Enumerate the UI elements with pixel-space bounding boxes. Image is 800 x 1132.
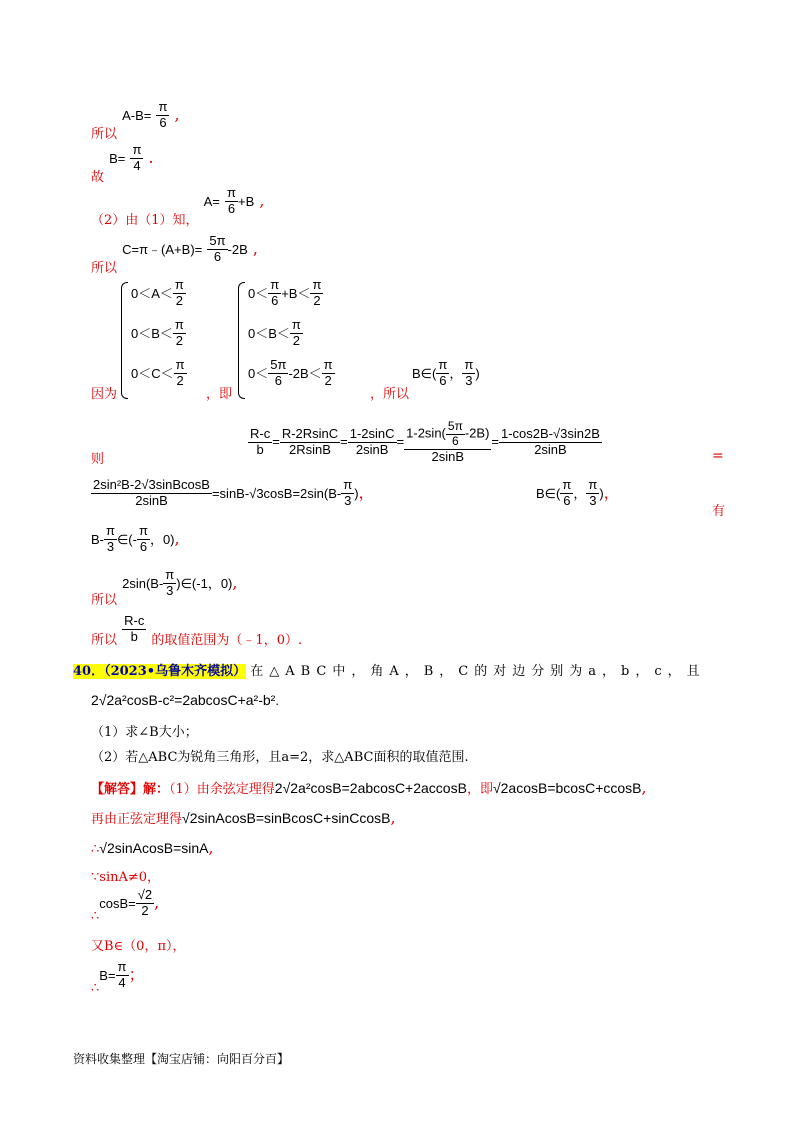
num-part: -2B): [464, 425, 490, 441]
text-yinwei: 因为: [91, 387, 118, 402]
fraction-5pi-6: [268, 358, 288, 389]
range-close: ): [475, 365, 480, 381]
problem-source: （2023•乌鲁木齐模拟）: [104, 664, 247, 679]
punct: ，: [358, 482, 375, 502]
fraction-sqrt2-2: [136, 888, 154, 919]
expr-tail: =sinB-√3cosB=2sin(B-: [211, 485, 342, 501]
text-ji: ，即: [206, 387, 233, 402]
left-brace: [238, 282, 245, 399]
denominator: 3: [166, 582, 174, 598]
text-suoyi: 所以: [91, 632, 118, 648]
numerator: π: [270, 277, 280, 292]
punct: ,: [641, 778, 647, 797]
fraction-pi-2: [310, 278, 323, 309]
denominator: 2: [324, 372, 332, 388]
solution-line-4: ∵sinA≠0，: [91, 870, 161, 885]
numerator: π: [106, 523, 115, 538]
footer-source: 资料收集整理【淘宝店铺：向阳百分百】: [73, 1052, 290, 1066]
fraction-pi-6: [436, 358, 449, 389]
ineq-3: [248, 358, 335, 398]
solution-expr: √2sinAcosB=sinBcosC+sinCcosB: [182, 810, 391, 826]
numerator: π: [138, 523, 148, 538]
text-suoyi: 所以: [91, 126, 118, 142]
expr: ，0): [149, 531, 175, 547]
therefore-symbol: ∴: [91, 842, 100, 857]
range-open: B∈(: [412, 365, 437, 381]
expr: 2sin(B-: [122, 575, 164, 591]
system-b-conditions: [248, 278, 335, 398]
text-ze: 则: [91, 452, 105, 467]
numerator: π: [165, 567, 175, 582]
final-answer-text: 的取值范围为（﹣1，0）.: [151, 632, 303, 648]
numerator: π: [117, 959, 127, 974]
numerator: π: [562, 477, 572, 492]
expr-tail: -2B: [227, 241, 248, 257]
fraction-pi-6: [225, 186, 238, 217]
solution-expr: 2√2a²cosB=2abcosC+2accosB: [274, 780, 467, 796]
equals: =: [340, 433, 348, 449]
b-range: [412, 358, 480, 389]
numerator: [404, 420, 491, 450]
problem-stem: 在△ABC中，角A，B，C的对边分别为a，b，c，且: [250, 664, 706, 679]
step-sin-range: [91, 567, 238, 608]
punct: ；: [128, 964, 145, 984]
ineq-text: +B＜: [281, 285, 311, 301]
denominator: 2sinB: [431, 448, 465, 464]
fraction-pi-2: [322, 358, 335, 389]
problem-equation: 2√2a²cosB-c²=2abcosC+a²-b²: [91, 692, 276, 708]
step-simplify: [91, 478, 375, 509]
punct: .: [275, 693, 279, 708]
range-close: ): [599, 485, 604, 501]
text-gu: 故: [91, 169, 105, 185]
denominator: 4: [133, 157, 141, 173]
ineq-text: 0＜C＜: [131, 365, 174, 381]
fraction-pi-2: [290, 318, 303, 349]
denominator: 4: [118, 974, 126, 990]
expr-b: B=: [109, 150, 126, 166]
solution-expr: B=: [99, 967, 116, 983]
punct: ,: [232, 572, 238, 592]
fraction-step2: [280, 427, 340, 458]
problem-number: 40．: [73, 664, 105, 679]
solution-line-3: [91, 838, 214, 857]
solution-line-1: [91, 778, 647, 797]
expr-close: ): [354, 485, 359, 501]
solution-line-7: [91, 959, 145, 996]
denominator: 6: [274, 372, 282, 388]
numerator: 1-cos2B-√3sin2B: [501, 425, 600, 441]
ineq-text: 0＜B＜: [131, 325, 173, 341]
fraction-step4: [404, 420, 491, 465]
denominator: 3: [465, 372, 473, 388]
denominator: 6: [563, 492, 571, 508]
fraction-step6: [91, 478, 212, 509]
expr: B-: [91, 531, 104, 547]
punct: ,: [252, 238, 258, 258]
ineq-c: [131, 358, 187, 398]
ineq-text: 0＜: [248, 365, 269, 381]
denominator: 6: [213, 248, 222, 264]
denominator: 2RsinB: [289, 441, 331, 457]
numerator: 1-2sinC: [349, 425, 395, 441]
fraction-pi-3: [104, 524, 117, 555]
punct: .: [148, 147, 154, 167]
numerator: √2: [137, 887, 153, 902]
expr-c: C=π﹣(A+B)=: [122, 241, 203, 257]
text-suoyi: 所以: [91, 260, 118, 276]
denominator: b: [256, 441, 264, 457]
fraction-pi-3: [163, 568, 176, 599]
fraction-r-c-over-b: [248, 427, 272, 458]
left-brace: [121, 282, 128, 399]
fraction-r-c-over-b: [122, 614, 146, 645]
range-sep: ，: [573, 485, 587, 501]
denominator: 2: [141, 902, 149, 918]
numerator: π: [291, 317, 301, 332]
range-open: B∈(: [536, 485, 561, 501]
denominator: 2sinB: [135, 492, 168, 508]
denominator: 6: [452, 433, 459, 448]
expr-tail: +B: [237, 193, 255, 209]
step-part2-intro: [91, 185, 265, 228]
punct: ,: [154, 892, 160, 912]
numerator: π: [343, 477, 353, 492]
problem-equation-line: [91, 690, 279, 709]
equals-red: =: [712, 448, 724, 464]
equals: =: [272, 433, 280, 449]
denominator: 3: [589, 492, 597, 508]
solution-text: 再由正弦定理得: [91, 812, 183, 827]
punct: ，: [603, 482, 620, 502]
fraction-step3: [348, 427, 397, 458]
numerator: R-c: [124, 613, 145, 628]
denominator: 2: [175, 292, 184, 308]
step-a-minus-b: [91, 99, 180, 142]
numerator: R-2RsinC: [281, 425, 339, 441]
denominator: 6: [159, 114, 167, 130]
expr-a-minus-b: A-B=: [122, 107, 152, 123]
solution-line-2: [91, 808, 396, 827]
fraction-pi-6: [137, 524, 150, 555]
solution-text: ，即: [466, 782, 493, 797]
fraction-pi-2: [173, 318, 186, 349]
denominator: 2: [292, 332, 301, 348]
problem-header: [73, 660, 706, 679]
denominator: 6: [271, 292, 279, 308]
expr: ∈(-: [116, 531, 137, 547]
ineq-2: [248, 318, 335, 358]
fraction-pi-3: [462, 358, 475, 389]
numerator: π: [438, 357, 448, 372]
numerator: 5π: [447, 419, 463, 433]
solution-line-5: [91, 887, 160, 924]
therefore-symbol: ∴: [91, 980, 100, 996]
solution-expr: √2sinAcosB=sinA: [99, 840, 209, 856]
solution-expr: cosB=: [99, 895, 136, 911]
fraction-step5: [499, 427, 602, 458]
step-b-minus-pi3: [91, 524, 180, 555]
system-acute-angles: [131, 278, 187, 398]
numerator: π: [227, 185, 236, 200]
fraction-pi-2: [173, 278, 186, 309]
denominator: 3: [106, 538, 115, 554]
fraction-5pi-6: [207, 234, 227, 265]
numerator: R-c: [250, 425, 271, 441]
step-b-value: [91, 142, 154, 185]
fraction-pi-6: [156, 100, 169, 131]
numerator: π: [323, 357, 333, 372]
solution-label: 【解答】解：: [91, 782, 170, 797]
ineq-text: -2B＜: [288, 365, 322, 381]
ineq-b: [131, 318, 187, 358]
denominator: 2: [313, 292, 321, 308]
fraction-pi-3: [586, 478, 599, 509]
numerator: π: [464, 357, 474, 372]
ineq-a: [131, 278, 187, 318]
numerator: π: [132, 142, 142, 157]
expr-a: A=: [203, 193, 220, 209]
solution-expr: √2acosB=bcosC+ccosB: [492, 780, 642, 796]
denominator: 3: [344, 492, 352, 508]
punct: ,: [390, 808, 396, 827]
therefore-symbol: ∴: [91, 908, 100, 924]
numerator: π: [175, 357, 185, 372]
denominator: 6: [227, 200, 236, 216]
denominator: 6: [439, 372, 447, 388]
numerator: π: [174, 277, 184, 292]
denominator: 2: [176, 372, 184, 388]
punct: ,: [208, 838, 214, 857]
punct: ,: [174, 104, 180, 124]
denominator: 2sinB: [534, 441, 567, 457]
fraction-pi-2: [174, 358, 187, 389]
text-part2: （2）由（1）知，: [91, 212, 199, 228]
ratio-chain: [248, 420, 602, 465]
fraction-pi-3: [341, 478, 354, 509]
step-final-range: [91, 613, 303, 648]
ineq-text: 0＜: [248, 285, 269, 301]
equals: =: [491, 433, 499, 449]
text-suoyi: 所以: [91, 592, 118, 608]
ineq-1: [248, 278, 335, 318]
expr: )∈(-1，0): [176, 575, 233, 591]
fraction-pi-6: [560, 478, 573, 509]
num-part: 1-2sin(: [406, 425, 446, 441]
text-suoyi: ，所以: [370, 387, 410, 402]
text-you: 有: [712, 504, 726, 519]
equals: =: [396, 433, 405, 449]
numerator: π: [158, 99, 168, 114]
question-1: （1）求∠B大小；: [91, 725, 198, 740]
denominator: b: [130, 628, 138, 644]
fraction-pi-6: [268, 278, 281, 309]
punct: ,: [174, 528, 180, 548]
fraction-pi-4: [116, 960, 129, 991]
step-c-value: [91, 233, 258, 276]
numerator: π: [312, 277, 322, 292]
fraction-pi-4: [130, 143, 143, 174]
denominator: 2sinB: [355, 441, 389, 457]
numerator: 5π: [209, 233, 226, 248]
punct: ,: [259, 190, 265, 210]
b-range-repeat: [536, 478, 620, 509]
numerator: π: [588, 477, 598, 492]
numerator: 5π: [270, 357, 287, 372]
range-sep: ，: [449, 365, 463, 381]
denominator: 2: [175, 332, 184, 348]
ineq-text: 0＜B＜: [248, 325, 290, 341]
fraction-5pi-6: [446, 420, 465, 449]
question-2: （2）若△ABC为锐角三角形，且a=2，求△ABC面积的取值范围.: [91, 750, 469, 765]
numerator: 2sin²B-2√3sinBcosB: [93, 477, 210, 492]
solution-line-6: 又B∈（0，π），: [91, 939, 186, 954]
solution-text: （1）由余弦定理得: [169, 782, 275, 797]
numerator: π: [174, 317, 184, 332]
ineq-text: 0＜A＜: [131, 285, 173, 301]
denominator: 6: [139, 538, 148, 554]
